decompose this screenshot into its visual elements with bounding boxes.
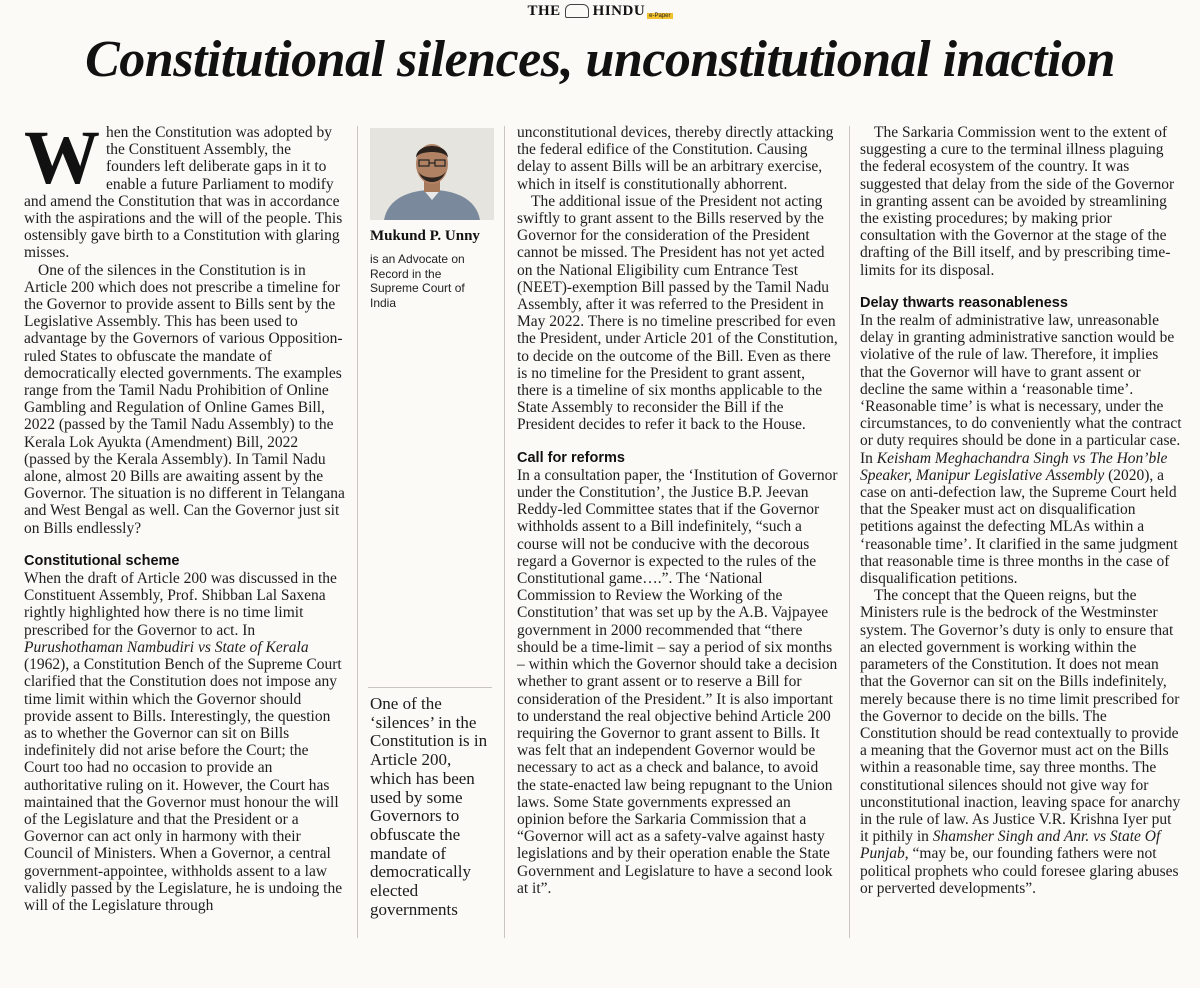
masthead-emblem-icon: [565, 4, 589, 18]
paragraph: The additional issue of the President not acting swiftly to grant assent to the Bills reserved by the Governor for the consideration of the President cannot be missed. The President has not yet acted on the National Eligibility cum Entrance Test (NEET)-exemption Bill passed by the Tamil Nadu Assembly, after it was referred to the President in May 2022. There is no timeline prescribed for even the President, under Article 201 of the Constitution, to decide on the outcome of the Bill. Even as there is no timeline for the President to grant assent, there is a timeline of six months applicable to the State Assembly to reconsider the Bill if the President decides to refer it back to the House.: [517, 192, 838, 434]
subheading: Constitutional scheme: [24, 552, 180, 569]
case-name: Purushothaman Nambudiri vs State of Kerala: [24, 638, 309, 656]
paragraph: In the realm of administrative law, unreasonable delay in granting administrative sanction would be violative of the rule of law. Therefore, it implies that the Governor will have to grant assent or decline the same within a ‘reasonable time’. ‘Reasonable time’ is what is necessary, under the circumstances, to do conveniently what the contract or duty requires should be done in a particular case. In Keisham Meghachandra Singh vs The Hon’ble Speaker, Manipur Legislative Assembly (2020), a case on anti-defection law, the Supreme Court held that the Speaker must act on disqualification petitions against the defecting MLAs within a ‘reasonable time’. It clarified in the same judgment that reasonable time is three months in the case of disqualification petitions.: [860, 312, 1182, 588]
paragraph: unconstitutional devices, thereby directly attacking the federal edifice of the Constitution. Causing delay to assent Bills will be an arbitrary exercise, which in itself is constitutionally abhorrent.: [517, 124, 834, 193]
author-name: Mukund P. Unny: [370, 228, 480, 244]
case-name: Keisham Meghachandra Singh vs The Hon’ble Speaker, Manipur Legislative Assembly: [860, 449, 1168, 484]
article-column-3: [517, 124, 839, 897]
paragraph: In a consultation paper, the ‘Institution of Governor under the Constitution’, the Justice B.P. Jeevan Reddy-led Committee states that if the Governor withholds assent to a Bill indefinitely, “such a course will not be conducive with the decorous regard a Governor is expected to the rules of the Constitutional game….”. The ‘National Commission to Review the Working of the Constitution’ that was set up by the A.B. Vajpayee government in 2000 recommended that “there should be a time-limit – say a period of six months – within which the Governor should take a decision whether to grant assent or to reserve a Bill for consideration of the President.” It is also important to understand the real objective behind Article 200 requiring the Governor to grant assent to Bills. It was felt that an independent Governor would be necessary to act as a check and balance, to avoid the state-enacted law being repugnant to the Union laws. Some State governments expressed an opinion before the Sarkaria Commission that a “Governor will act as a safety-valve against hasty legislations and by their operation enable the State Government and Legislature to have a second look at it”.: [517, 466, 838, 897]
article-column-4: [860, 124, 1182, 897]
subheading: Delay thwarts reasonableness: [860, 294, 1068, 311]
case-name: Shamsher Singh and Anr. vs State Of Punjab: [860, 828, 1161, 863]
pull-quote-rule: [368, 687, 492, 688]
epaper-tag: e-Paper: [649, 13, 671, 19]
author-photo: [370, 128, 494, 220]
paragraph: One of the silences in the Constitution is in Article 200 which does not prescribe a timeline for the Governor to provide assent to Bills sent by the Legislative Assembly. This has been used to advantage by the Governors of various Opposition-ruled States to obfuscate the mandate of democratically elected governments. The examples range from the Tamil Nadu Prohibition of Online Gambling and Regulation of Online Games Bill, 2022 (passed by the Tamil Nadu Assembly) to the Kerala Lok Ayukta (Amendment) Bill, 2022 (passed by the Kerala Assembly). In Tamil Nadu alone, almost 20 Bills are awaiting assent by the Governor. The situation is no different in Telangana and West Bengal as well. Can the Governor just sit on Bills endlessly?: [24, 261, 345, 537]
column-divider: [504, 126, 505, 938]
paragraph: The Sarkaria Commission went to the extent of suggesting a cure to the terminal illness plaguing the federal ecosystem of the country. It was suggested that delay from the side of the Governor in granting assent can be avoided by streamlining the existing procedures; by making prior consultation with the Governor at the stage of the drafting of the Bill itself, and by prescribing time-limits for its disposal.: [860, 124, 1175, 279]
dropcap: W: [24, 116, 100, 200]
column-divider: [357, 126, 358, 938]
pull-quote: One of the ‘silences’ in the Constitution is in Article 200, which has been used by some Governors to obfuscate the mandate of democratically elected governments: [370, 694, 488, 919]
paragraph: The concept that the Queen reigns, but the Ministers rule is the bedrock of the Westminster system. The Governor’s duty is only to ensure that an elected government is working within the parameters of the Constitution. It does not mean that the Governor can sit on the Bills indefinitely, merely because there is no time limit prescribed for the Governor to decide on the bills. The Constitution should be read contextually to provide a meaning that the Governor must act on the Bills within a reasonable time, say three months. The constitutional silences should not give way for unconstitutional inaction, leaving space for anarchy in the rule of law. As Justice V.R. Krishna Iyer put it pithily in Shamsher Singh and Anr. vs State Of Punjab, “may be, our founding fathers were not political prophets who could foresee glaring abuses or perverted developments”.: [860, 587, 1181, 897]
headline: Constitutional silences, unconstitutional inaction: [85, 31, 1115, 88]
masthead: [0, 0, 1200, 22]
column-divider: [849, 126, 850, 938]
author-title: is an Advocate on Record in the Supreme Court of India: [370, 252, 465, 310]
paragraph: When the draft of Article 200 was discussed in the Constituent Assembly, Prof. Shibban Lal Saxena rightly highlighted how there is no time limit prescribed for the Governor to act. In Purushothaman Nambudiri vs State of Kerala (1962), a Constitution Bench of the Supreme Court clarified that the Constitution does not impose any time limit within which the Governor should provide assent to Bills. Interestingly, the question as to whether the Governor can sit on Bills indefinitely did not arise before the Court; the Court too had no occasion to provide an authoritative ruling on it. However, the Court has maintained that the Governor must honour the will of the Legislature and that the President or a Governor can act only in harmony with their Council of Ministers. When a Governor, a central government-appointee, withholds assent to a law validly passed by the Legislature, he is undoing the will of the Legislature through: [24, 570, 343, 914]
subheading: Call for reforms: [517, 449, 625, 466]
article-column-1: [24, 116, 346, 914]
masthead-left: THE: [527, 2, 561, 19]
masthead-right: HINDU: [592, 2, 646, 19]
paragraph: When the Constitution was adopted by the Constituent Assembly, the founders left deliberate gaps in it to enable a future Parliament to modify and amend the Constitution that was in accordance with the aspirations and the will of the people. This ostensibly gave birth to a Constitution with glaring misses.: [24, 116, 343, 262]
